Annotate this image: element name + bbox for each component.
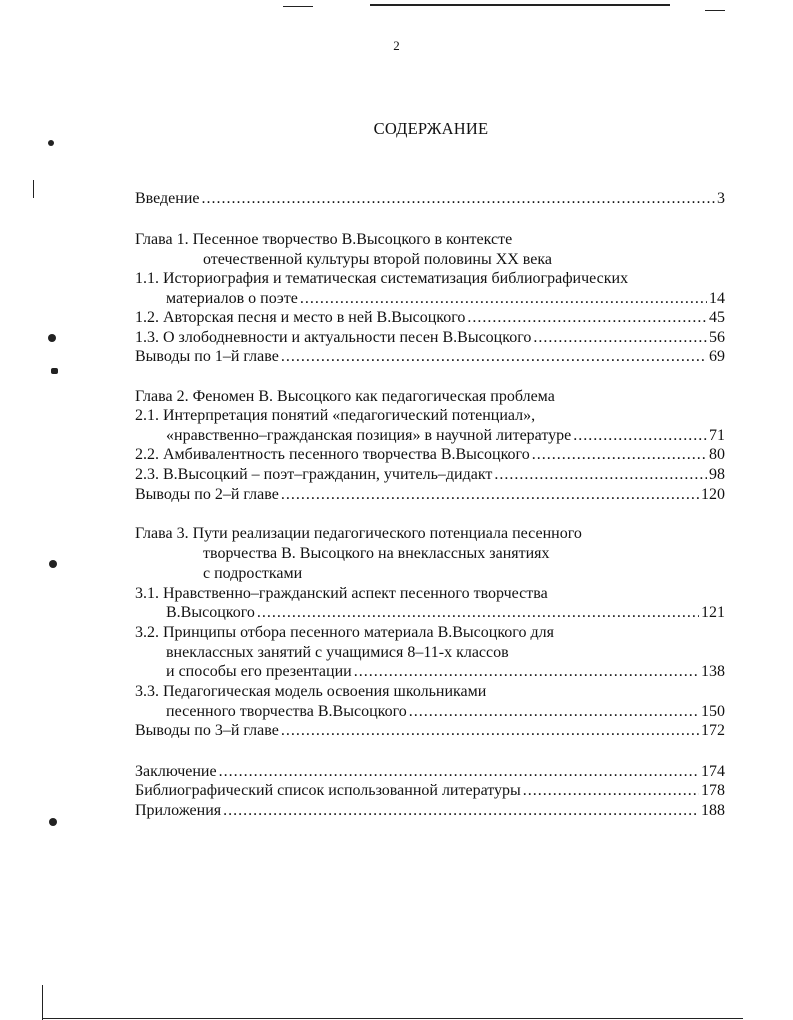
dot-leader (281, 485, 699, 505)
dot-leader (494, 465, 707, 485)
chapter-2-heading[interactable]: Глава 2. Феномен В. Высоцкого как педагогическая проблема (135, 388, 555, 405)
page-number: 2 (393, 38, 400, 53)
toc-entry-conclusion[interactable] (135, 762, 725, 782)
scan-dot (51, 368, 58, 374)
scan-line-bottom (43, 1018, 743, 1019)
chapter-1-heading[interactable]: Глава 1. Песенное творчество В.Высоцкого в контексте (135, 231, 513, 248)
toc-entry-page: 150 (701, 703, 725, 720)
toc-entry-page: 172 (701, 722, 725, 739)
toc-entry-page: 138 (701, 663, 725, 680)
scan-dot (48, 140, 54, 146)
dot-leader (219, 762, 699, 782)
toc-entry-2-2[interactable] (135, 445, 725, 465)
toc-entry-label: В.Высоцкого (166, 604, 255, 621)
toc-entry-3-3[interactable] (166, 702, 725, 722)
scan-line-left-bottom (42, 985, 43, 1020)
dot-leader (523, 781, 699, 801)
toc-entry-3-3-line[interactable]: 3.3. Педагогическая модель освоения школьниками (135, 683, 487, 700)
dot-leader (202, 189, 716, 209)
toc-entry-page: 121 (701, 604, 725, 621)
dot-leader (281, 721, 699, 741)
scan-dot (48, 334, 56, 342)
toc-entry-label: 2.2. Амбивалентность песенного творчества В.Высоцкого (135, 446, 530, 463)
toc-entry-label: материалов о поэте (166, 290, 298, 307)
toc-entry-label: Выводы по 3–й главе (135, 722, 279, 739)
scan-line-top-3 (705, 10, 725, 11)
chapter-1-heading-continued: отечественной культуры второй половины XX века (203, 251, 552, 268)
toc-entry-label: 2.3. В.Высоцкий – поэт–гражданин, учитель–дидакт (135, 466, 493, 483)
toc-entry-3-1-line[interactable]: 3.1. Нравственно–гражданский аспект песенного творчества (135, 585, 548, 602)
dot-leader (532, 445, 707, 465)
toc-entry-label: 1.3. О злободневности и актуальности песен В.Высоцкого (135, 329, 532, 346)
toc-entry-label: Выводы по 1–й главе (135, 348, 279, 365)
scan-dot (49, 560, 57, 568)
toc-entry-1-3[interactable] (135, 328, 725, 348)
dot-leader (467, 308, 707, 328)
toc-entry-label: 1.2. Авторская песня и место в ней В.Высоцкого (135, 309, 466, 326)
toc-entry-page: 80 (709, 446, 725, 463)
chapter-3-heading-continued: творчества В. Высоцкого на внеклассных занятиях (203, 545, 550, 562)
toc-entry-label: и способы его презентации (166, 663, 352, 680)
toc-entry-3-2-line[interactable]: 3.2. Принципы отбора песенного материала В.Высоцкого для (135, 624, 554, 641)
toc-entry-label: Приложения (135, 802, 222, 819)
dot-leader (223, 801, 699, 821)
toc-entry-page: 3 (717, 190, 725, 207)
toc-entry-page: 178 (701, 782, 725, 799)
toc-entry-page: 120 (701, 486, 725, 503)
toc-entry-label: Введение (135, 190, 200, 207)
toc-entry-page: 98 (709, 466, 725, 483)
toc-entry-conclusions-2[interactable] (135, 485, 725, 505)
toc-entry-3-2[interactable] (166, 662, 725, 682)
chapter-3-heading[interactable]: Глава 3. Пути реализации педагогического потенциала песенного (135, 525, 582, 542)
toc-entry-bibliography[interactable] (135, 781, 725, 801)
toc-entry-page: 56 (709, 329, 725, 346)
toc-entry-label: Заключение (135, 763, 217, 780)
toc-entry-label: Выводы по 2–й главе (135, 486, 279, 503)
dot-leader (281, 347, 707, 367)
chapter-3-heading-continued: с подростками (203, 565, 303, 582)
toc-entry-page: 188 (701, 802, 725, 819)
toc-entry-appendices[interactable] (135, 801, 725, 821)
scan-line-top-2 (370, 4, 670, 6)
page-title: СОДЕРЖАНИЕ (373, 119, 489, 138)
dot-leader (573, 426, 707, 446)
toc-entry-page: 14 (709, 290, 725, 307)
toc-entry-label: песенного творчества В.Высоцкого (166, 703, 407, 720)
toc-entry-conclusions-3[interactable] (135, 721, 725, 741)
toc-entry-1-2[interactable] (135, 308, 725, 328)
toc-entry-page: 174 (701, 763, 725, 780)
dot-leader (409, 702, 699, 722)
toc-entry-conclusions-1[interactable] (135, 347, 725, 367)
toc-entry-3-1[interactable] (166, 603, 725, 623)
toc-entry-introduction[interactable] (135, 189, 725, 209)
toc-entry-label: Библиографический список использованной литературы (135, 782, 521, 799)
toc-entry-2-1-line[interactable]: 2.1. Интерпретация понятий «педагогический потенциал», (135, 407, 536, 424)
scan-line-left (33, 180, 34, 198)
toc-entry-3-2-line: внеклассных занятий с учащимися 8–11-х классов (166, 644, 509, 661)
toc-entry-page: 45 (709, 309, 725, 326)
dot-leader (533, 328, 707, 348)
dot-leader (300, 289, 707, 309)
toc-entry-page: 69 (709, 348, 725, 365)
toc-entry-page: 71 (709, 427, 725, 444)
toc-entry-2-3[interactable] (135, 465, 725, 485)
dot-leader (354, 662, 699, 682)
toc-entry-1-1-line[interactable]: 1.1. Историография и тематическая систематизация библиографических (135, 270, 629, 287)
scan-line-top-1 (283, 6, 313, 7)
toc-entry-label: «нравственно–гражданская позиция» в научной литературе (166, 427, 572, 444)
scan-dot (49, 818, 57, 826)
dot-leader (257, 603, 699, 623)
toc-entry-2-1[interactable] (166, 426, 725, 446)
toc-entry-1-1[interactable] (166, 289, 725, 309)
